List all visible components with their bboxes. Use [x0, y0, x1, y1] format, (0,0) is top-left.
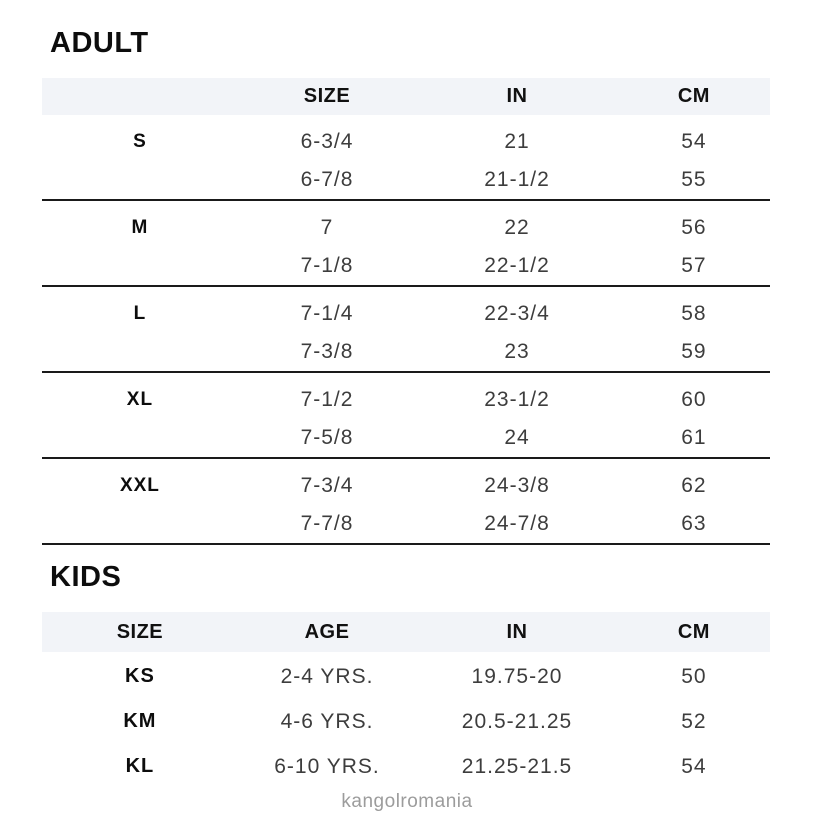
hat-size-value: 7-7/8: [300, 512, 354, 535]
kids-size-table: [42, 612, 770, 789]
cm-value: 54: [681, 754, 707, 778]
cm-value: 58: [681, 302, 707, 325]
cm-value: 57: [681, 254, 707, 277]
inches-value: 21.25-21.5: [461, 754, 573, 778]
size-group-label: XXL: [119, 475, 160, 496]
table-row: [42, 295, 770, 333]
size-group-label: L: [133, 303, 147, 324]
kids-header-cm: CM: [677, 620, 710, 643]
adult-section-title: ADULT: [50, 27, 149, 59]
cm-value: 61: [681, 426, 707, 449]
kids-header-in: IN: [506, 620, 528, 643]
cm-value: 62: [681, 474, 707, 497]
kids-table-header-row: [42, 612, 770, 652]
adult-header-size: SIZE: [303, 85, 351, 107]
size-group-m: [42, 201, 770, 287]
table-row: [42, 699, 770, 744]
size-group-label: S: [133, 131, 147, 152]
hat-size-value: 7-1/4: [300, 302, 354, 325]
table-row: [42, 247, 770, 285]
inches-value: 21: [504, 130, 530, 153]
kids-size-label: KL: [125, 755, 155, 777]
size-group-xl: [42, 373, 770, 459]
size-group-label: XL: [126, 389, 154, 410]
hat-size-value: 7-3/8: [300, 340, 354, 363]
table-row: [42, 654, 770, 699]
cm-value: 59: [681, 340, 707, 363]
inches-value: 22-3/4: [484, 302, 550, 325]
inches-value: 19.75-20: [471, 664, 563, 688]
hat-size-value: 7: [320, 216, 334, 239]
inches-value: 22-1/2: [484, 254, 550, 277]
hat-size-value: 7-1/2: [300, 388, 354, 411]
table-row: [42, 419, 770, 457]
hat-size-value: 7-5/8: [300, 426, 354, 449]
cm-value: 52: [681, 709, 707, 733]
cm-value: 63: [681, 512, 707, 535]
kids-section-title: KIDS: [50, 561, 122, 593]
adult-size-table: [42, 78, 770, 545]
inches-value: 21-1/2: [484, 168, 550, 191]
kids-size-label: KS: [125, 665, 155, 687]
table-row: [42, 209, 770, 247]
size-group-s: [42, 115, 770, 201]
hat-size-value: 6-3/4: [300, 130, 354, 153]
inches-value: 23-1/2: [484, 388, 550, 411]
size-group-l: [42, 287, 770, 373]
kids-header-age: AGE: [304, 620, 350, 643]
size-group-label: M: [131, 217, 149, 238]
inches-value: 22: [504, 216, 530, 239]
cm-value: 54: [681, 130, 707, 153]
table-row: [42, 161, 770, 199]
table-row: [42, 467, 770, 505]
inches-value: 24: [504, 426, 530, 449]
age-value: 6-10 YRS.: [274, 754, 380, 778]
table-row: [42, 333, 770, 371]
hat-size-value: 7-1/8: [300, 254, 354, 277]
adult-header-in: IN: [506, 85, 528, 107]
adult-table-header-row: [42, 78, 770, 115]
table-row: [42, 744, 770, 789]
cm-value: 55: [681, 168, 707, 191]
watermark-text: kangolromania: [341, 791, 473, 812]
cm-value: 60: [681, 388, 707, 411]
kids-size-label: KM: [123, 710, 157, 732]
table-row: [42, 123, 770, 161]
hat-size-value: 6-7/8: [300, 168, 354, 191]
age-value: 4-6 YRS.: [280, 709, 374, 733]
adult-header-cm: CM: [677, 85, 710, 107]
table-row: [42, 381, 770, 419]
inches-value: 24-7/8: [484, 512, 550, 535]
kids-header-size: SIZE: [116, 620, 164, 643]
age-value: 2-4 YRS.: [280, 664, 374, 688]
inches-value: 24-3/8: [484, 474, 550, 497]
inches-value: 23: [504, 340, 530, 363]
size-group-xxl: [42, 459, 770, 545]
kids-table-body: [42, 652, 770, 789]
cm-value: 50: [681, 664, 707, 688]
table-row: [42, 505, 770, 543]
hat-size-value: 7-3/4: [300, 474, 354, 497]
cm-value: 56: [681, 216, 707, 239]
inches-value: 20.5-21.25: [461, 709, 573, 733]
